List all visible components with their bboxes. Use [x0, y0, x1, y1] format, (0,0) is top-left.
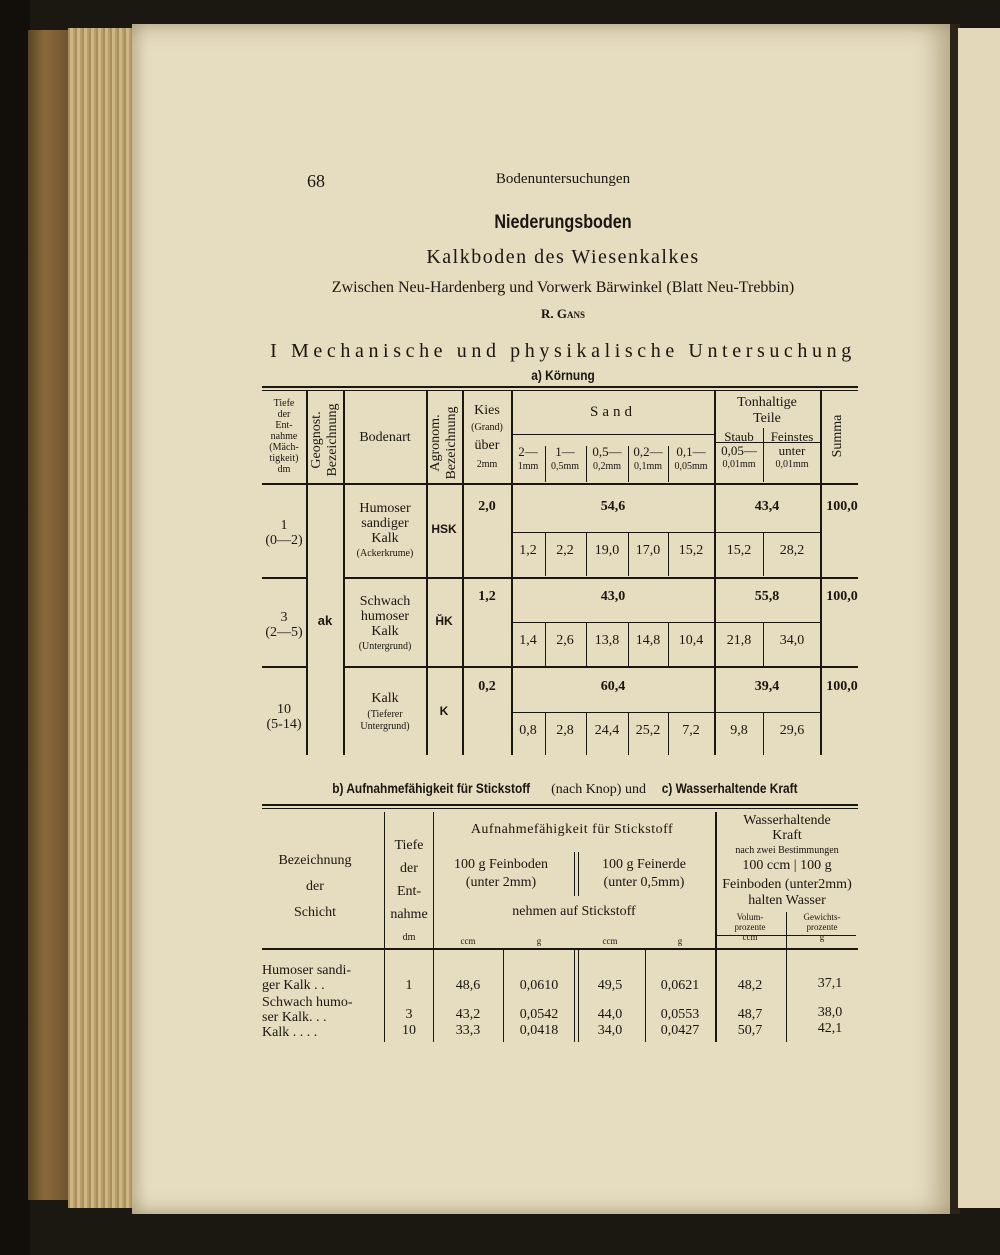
sand-fraction-5: 0,1— 0,05mm: [674, 444, 708, 472]
book-cover-edge: [28, 30, 70, 1200]
section-bc-heading: b) Aufnahmefähigkeit für Stickstoff (nach Knop) und c) Wasserhaltende Kraft: [332, 780, 798, 797]
row2-sand-5: 10,4: [678, 633, 704, 648]
t2-row1-v6: 37,1: [817, 976, 843, 991]
row3-summa: 100,0: [826, 679, 858, 694]
row3-ton-2: 29,6: [779, 723, 805, 738]
col-header-geognost: Geognost. Bezeichnung: [309, 403, 340, 477]
row1-kies: 2,0: [478, 499, 496, 514]
row2-kies: 1,2: [478, 589, 496, 604]
row3-tiefe: 10 (5-14): [266, 702, 302, 732]
row2-agronom: H̆K: [435, 614, 453, 628]
col-header-summa: Summa: [830, 414, 845, 458]
row2-ton-1: 21,8: [726, 633, 752, 648]
unit-gewichtsprozente: Gewichts- prozente g: [803, 912, 841, 942]
unit-g-2: g: [677, 936, 683, 946]
ton-fraction-staub: Staub 0,05— 0,01mm: [721, 429, 757, 470]
sand-fraction-1: 2— 1mm: [517, 444, 539, 472]
t2-row3-v3: 34,0: [597, 1023, 623, 1038]
unit-g-1: g: [536, 936, 542, 946]
sub-header-feinerde: 100 g Feinerde (unter 0,5mm): [602, 857, 686, 890]
col-header-tiefe-2: Tiefe der Ent- nahme dm: [390, 838, 428, 943]
t2-row2-v5: 48,7: [737, 1007, 763, 1022]
row3-sand-1: 0,8: [519, 723, 537, 738]
row1-sand-5: 15,2: [678, 543, 704, 558]
col-header-tiefe: Tiefe der Ent- nahme (Mäch- tigkeit) dm: [269, 398, 299, 475]
row1-sand-total: 54,6: [600, 499, 626, 514]
row2-sand-2: 2,6: [556, 633, 574, 648]
running-title: Bodenuntersuchungen: [495, 171, 631, 187]
row1-sand-3: 19,0: [594, 543, 620, 558]
t2-row1-v3: 49,5: [597, 978, 623, 993]
col-header-sand: Sand: [590, 404, 636, 420]
t2-row2-v6: 38,0: [817, 1005, 843, 1020]
t2-row1-v2: 0,0610: [519, 978, 559, 993]
sand-fraction-4: 0,2— 0,1mm: [633, 444, 663, 472]
unit-ccm-1: ccm: [460, 936, 476, 946]
col-header-wasser: Wasserhaltende Kraft: [743, 813, 831, 843]
ton-fraction-feinstes: Feinstes unter 0,01mm: [770, 429, 814, 470]
col-header-bodenart: Bodenart: [359, 430, 411, 445]
sand-fraction-2: 1— 0,5mm: [550, 444, 580, 472]
t2-row1-v5: 48,2: [737, 978, 763, 993]
row1-ton-1: 15,2: [726, 543, 752, 558]
col-header-kies: Kies (Grand) über 2mm: [471, 403, 503, 470]
col-header-bezeichnung: Bezeichnung der Schicht: [278, 853, 352, 920]
row3-agronom: K: [439, 704, 449, 718]
row2-sand-3: 13,8: [594, 633, 620, 648]
wasser-sub: 100 ccm | 100 g: [742, 858, 832, 873]
nehmen-auf-stickstoff: nehmen auf Stickstoff: [512, 904, 636, 919]
row2-tiefe: 3 (2—5): [265, 610, 303, 640]
t2-row2-v2: 0,0542: [519, 1007, 559, 1022]
author: R. Gans: [540, 306, 586, 321]
section-heading: I Mechanische und physikalische Untersuchung: [270, 340, 856, 362]
row2-ton-2: 34,0: [779, 633, 805, 648]
row2-ton-total: 55,8: [754, 589, 780, 604]
wasser-feinboden: Feinboden (unter2mm) halten Wasser: [722, 877, 852, 908]
row1-agronom: HSK: [431, 522, 457, 536]
t2-row2-name: Schwach humo- ser Kalk. . .: [262, 995, 353, 1025]
page-number: 68: [307, 171, 325, 191]
page-stack-edge: [68, 28, 134, 1208]
row1-ton-2: 28,2: [779, 543, 805, 558]
background-left: [0, 0, 30, 1255]
sub-header-feinboden: 100 g Feinboden (unter 2mm): [453, 857, 549, 890]
row2-summa: 100,0: [826, 589, 858, 604]
t2-row3-tiefe: 10: [402, 1023, 416, 1038]
geognost-value: ak: [317, 613, 333, 628]
t2-row3-v6: 42,1: [817, 1021, 843, 1036]
t2-row3-name: Kalk . . . .: [262, 1025, 318, 1040]
t2-row1-v1: 48,6: [455, 978, 481, 993]
t2-row3-v4: 0,0427: [660, 1023, 700, 1038]
t2-row2-tiefe: 3: [405, 1007, 413, 1022]
row3-sand-4: 25,2: [635, 723, 661, 738]
t2-row1-name: Humoser sandi- ger Kalk . .: [262, 963, 352, 993]
t2-row3-v2: 0,0418: [519, 1023, 559, 1038]
row3-ton-total: 39,4: [754, 679, 780, 694]
next-page-edge: [958, 28, 1000, 1208]
t2-row1-tiefe: 1: [405, 978, 413, 993]
t2-row3-v5: 50,7: [737, 1023, 763, 1038]
row3-sand-3: 24,4: [594, 723, 620, 738]
row3-bodenart: Kalk (Tieferer Untergrund): [360, 691, 410, 732]
row3-sand-total: 60,4: [600, 679, 626, 694]
t2-row2-v4: 0,0553: [660, 1007, 700, 1022]
row2-bodenart: Schwach humoser Kalk (Untergrund): [358, 594, 412, 652]
row3-kies: 0,2: [478, 679, 496, 694]
row1-bodenart: Humoser sandiger Kalk (Ackerkrume): [356, 501, 414, 559]
row2-sand-4: 14,8: [635, 633, 661, 648]
row3-sand-5: 7,2: [682, 723, 700, 738]
wasser-note: nach zwei Bestimmungen: [735, 845, 839, 856]
page-title: Niederungsboden: [494, 212, 632, 233]
col-header-tonhaltige: Tonhaltige Teile: [737, 395, 797, 426]
row1-sand-1: 1,2: [519, 543, 537, 558]
sand-fraction-3: 0,5— 0,2mm: [592, 444, 622, 472]
subtitle: Kalkboden des Wiesenkalkes: [426, 246, 700, 268]
row1-sand-2: 2,2: [556, 543, 574, 558]
row1-tiefe: 1 (0—2): [265, 518, 303, 548]
row1-summa: 100,0: [826, 499, 858, 514]
unit-ccm-2: ccm: [602, 936, 618, 946]
subsection-heading: a) Körnung: [531, 367, 595, 383]
col-header-agronom: Agronom. Bezeichnung: [428, 406, 459, 480]
t2-row2-v3: 44,0: [597, 1007, 623, 1022]
location: Zwischen Neu-Hardenberg und Vorwerk Bärwinkel (Blatt Neu-Trebbin): [331, 279, 795, 296]
row2-sand-1: 1,4: [519, 633, 537, 648]
unit-volumprozente: Volum- prozente ccm: [734, 912, 766, 942]
row1-sand-4: 17,0: [635, 543, 661, 558]
row1-ton-total: 43,4: [754, 499, 780, 514]
t2-row3-v1: 33,3: [455, 1023, 481, 1038]
t2-row2-v1: 43,2: [455, 1007, 481, 1022]
row3-sand-2: 2,8: [556, 723, 574, 738]
col-header-aufnahme: Aufnahmefähigkeit für Stickstoff: [470, 822, 674, 837]
row3-ton-1: 9,8: [730, 723, 748, 738]
t2-row1-v4: 0,0621: [660, 978, 700, 993]
row2-sand-total: 43,0: [600, 589, 626, 604]
